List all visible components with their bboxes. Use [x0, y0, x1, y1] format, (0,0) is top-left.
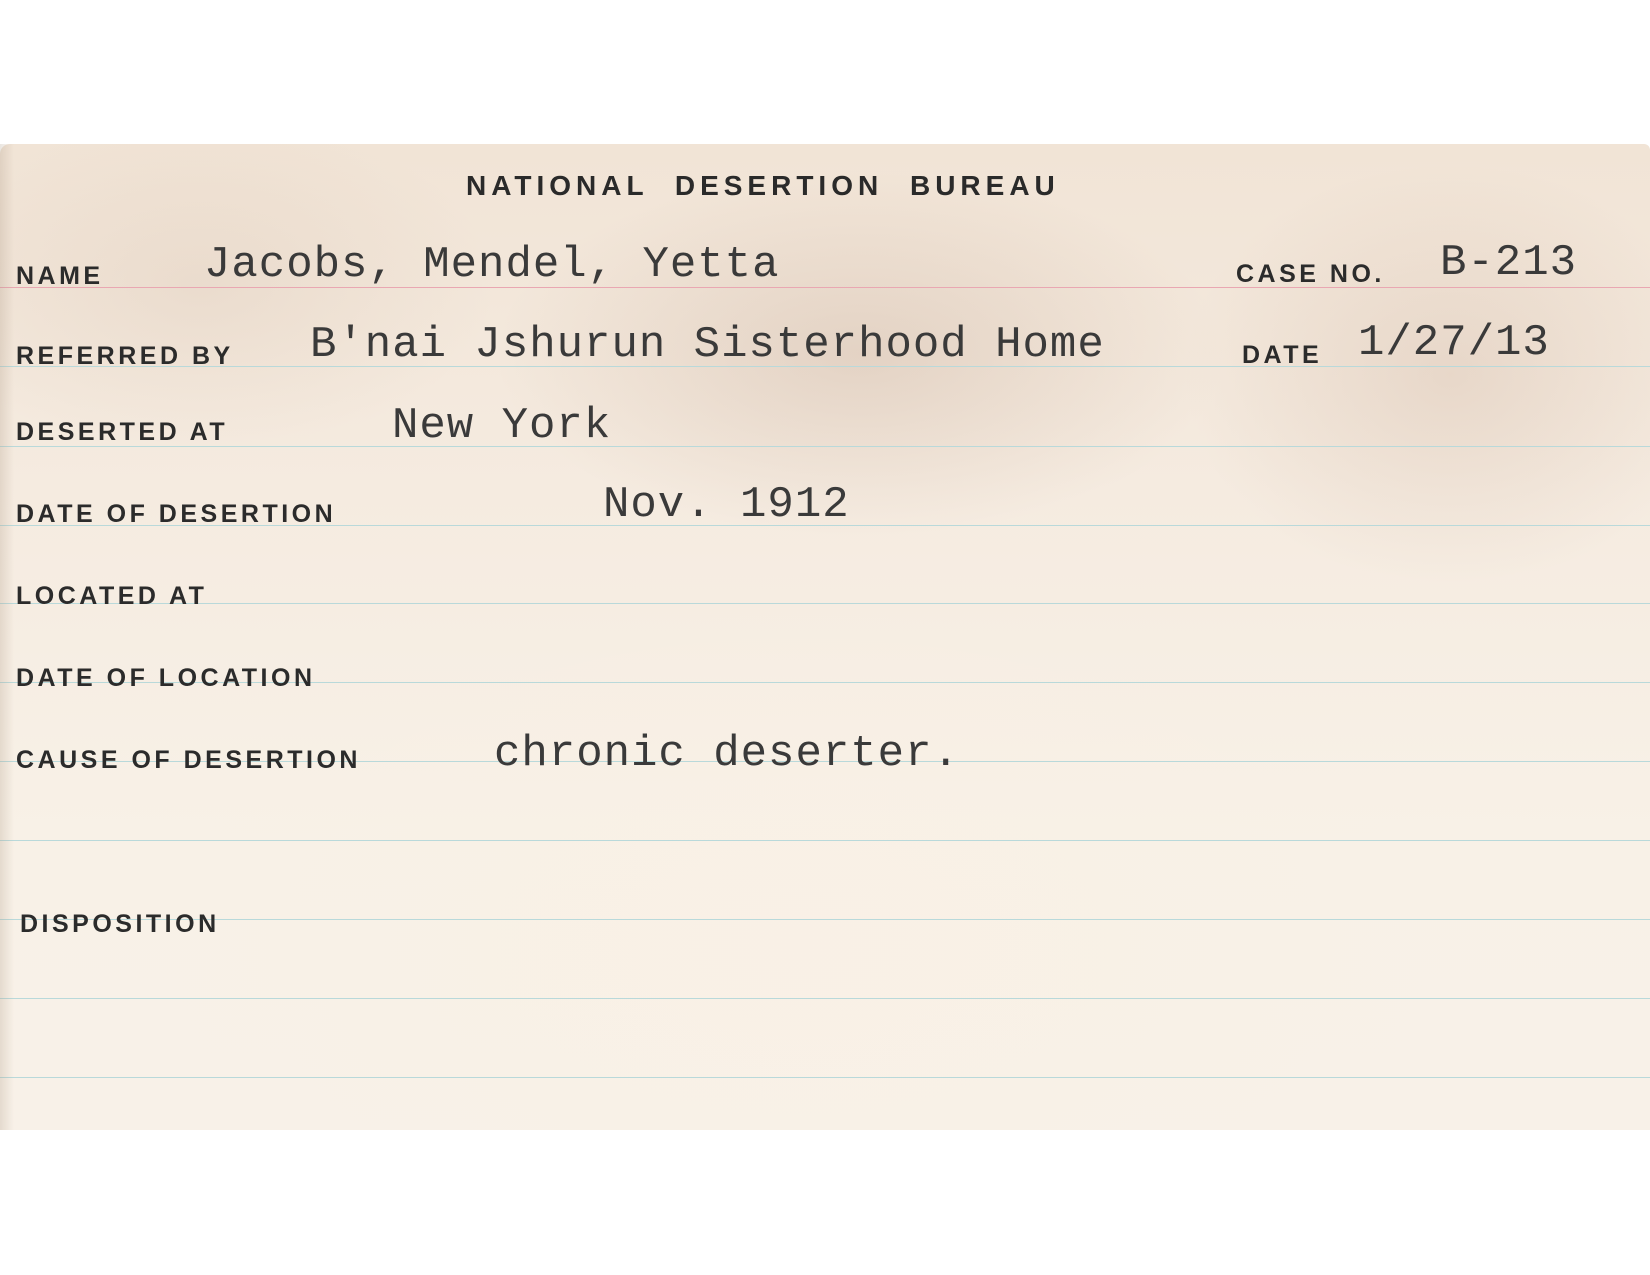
- disposition-label: DISPOSITION: [20, 910, 220, 938]
- card-heading: NATIONAL DESERTION BUREAU: [466, 170, 1060, 201]
- name-value: Jacobs, Mendel, Yetta: [204, 240, 780, 290]
- cause-of-desertion-value: chronic deserter.: [494, 729, 960, 779]
- ruled-line: [0, 446, 1650, 447]
- date-of-location-label: DATE OF LOCATION: [16, 664, 316, 692]
- cause-of-desertion-label: CAUSE OF DESERTION: [16, 746, 361, 774]
- ruled-line: [0, 603, 1650, 604]
- referred-by-value: B'nai Jshurun Sisterhood Home: [310, 320, 1105, 370]
- ruled-line: [0, 919, 1650, 920]
- deserted-at-value: New York: [392, 401, 612, 451]
- ruled-line: [0, 840, 1650, 841]
- date-label: DATE: [1242, 341, 1323, 369]
- index-card: [0, 144, 1650, 1130]
- located-at-label: LOCATED AT: [16, 582, 208, 610]
- case-no-label: CASE NO.: [1236, 260, 1385, 288]
- ruled-line: [0, 1077, 1650, 1078]
- date-of-desertion-label: DATE OF DESERTION: [16, 500, 337, 528]
- date-value: 1/27/13: [1358, 318, 1550, 368]
- name-label: NAME: [16, 262, 104, 290]
- deserted-at-label: DESERTED AT: [16, 418, 229, 446]
- case-no-value: B-213: [1440, 238, 1578, 288]
- date-of-desertion-value: Nov. 1912: [603, 480, 850, 530]
- referred-by-label: REFERRED BY: [16, 342, 234, 370]
- ruled-line: [0, 998, 1650, 999]
